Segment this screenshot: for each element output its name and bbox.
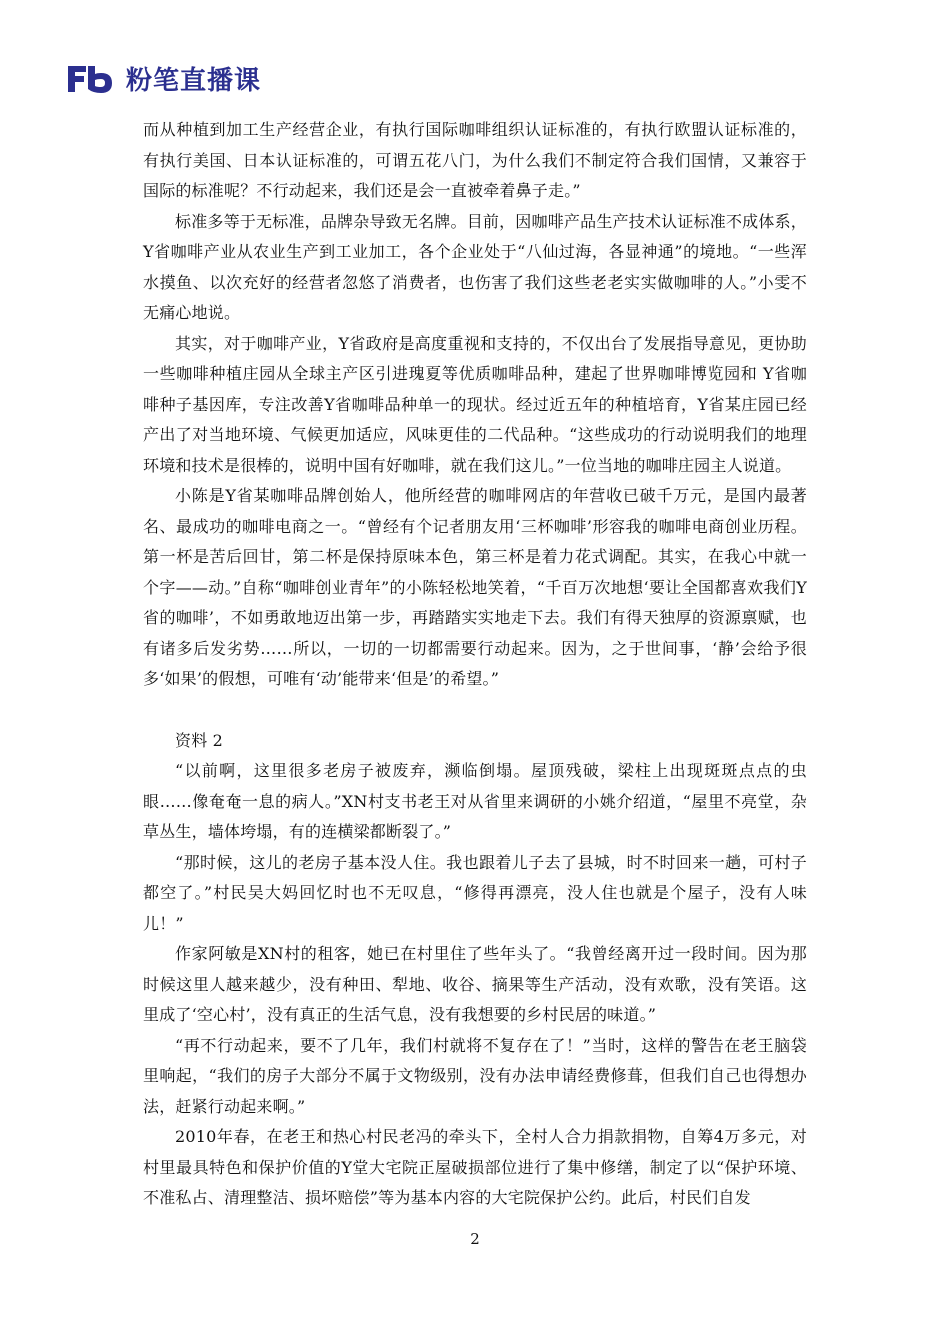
fenbi-logo-icon — [66, 64, 116, 94]
section-heading: 资料 2 — [175, 730, 224, 750]
paragraph: 作家阿敏是XN村的租客，她已在村里住了些年头了。“我曾经离开过一段时间。因为那时候这里人越来越少，没有种田、犁地、收谷、摘果等生产活动，没有欢歌，没有笑语。这里成了‘空心村’，没有真正的生活气息，没有我想要的乡村民居的味道。” — [143, 944, 807, 1024]
paragraph: 其实，对于咖啡产业，Y省政府是高度重视和支持的，不仅出台了发展指导意见，更协助一些咖啡种植庄园从全球主产区引进瑰夏等优质咖啡品种，建起了世界咖啡博览园和 Y省咖啡种子基因库，专注改善Y省咖啡品种单一的现状。经过近五年的种植培育，Y省某庄园已经产出了对当地环境、气候更加适应，风味更佳的二代品种。“这些成功的行动说明我们的地理环境和技术是很棒的，说明中国有好咖啡，就在我们这儿。”一位当地的咖啡庄园主人说道。 — [143, 333, 807, 475]
paragraph: “再不行动起来，要不了几年，我们村就将不复存在了！”当时，这样的警告在老王脑袋里响起，“我们的房子大部分不属于文物级别，没有办法申请经费修葺，但我们自己也得想办法，赶紧行动起来啊。” — [143, 1035, 807, 1116]
paragraph: 标准多等于无标准，品牌杂导致无名牌。目前，因咖啡产品生产技术认证标准不成体系，Y省咖啡产业从农业生产到工业加工，各个企业处于“八仙过海，各显神通”的境地。“一些浑水摸鱼、以次充好的经营者忽悠了消费者，也伤害了我们这些老老实实做咖啡的人。”小雯不无痛心地说。 — [143, 211, 807, 322]
page-number: 2 — [470, 1230, 480, 1248]
paragraph: “那时候，这儿的老房子基本没人住。我也跟着儿子去了县城，时不时回来一趟，可村子都空了。”村民吴大妈回忆时也不无叹息，“修得再漂亮，没人住也就是个屋子，没有人味儿！” — [143, 852, 807, 933]
document-body — [143, 115, 807, 1214]
paragraph: 2010年春，在老王和热心村民老冯的牵头下，全村人合力捐款捐物，自筹4万多元，对村里最具特色和保护价值的Y堂大宅院正屋破损部位进行了集中修缮，制定了以“保护环境、不准私占、清理整洁、损坏赔偿”等为基本内容的大宅院保护公约。此后，村民们自发 — [143, 1127, 807, 1207]
paragraph: 而从种植到加工生产经营企业，有执行国际咖啡组织认证标准的，有执行欧盟认证标准的，有执行美国、日本认证标准的，可谓五花八门，为什么我们不制定符合我们国情，又兼容于国际的标准呢？不行动起来，我们还是会一直被牵着鼻子走。” — [143, 120, 807, 200]
logo-text: 粉笔直播课 — [126, 66, 262, 96]
brand-logo — [66, 60, 261, 97]
paragraph: 小陈是Y省某咖啡品牌创始人，他所经营的咖啡网店的年营收已破千万元，是国内最著名、最成功的咖啡电商之一。“曾经有个记者朋友用‘三杯咖啡’形容我的咖啡电商创业历程。第一杯是苦后回甘，第二杯是保持原味本色，第三杯是着力花式调配。其实，在我心中就一个字——动。”自称“咖啡创业青年”的小陈轻松地笑着，“千百万次地想‘要让全国都喜欢我们Y省的咖啡’，不如勇敢地迈出第一步，再踏踏实实地走下去。我们有得天独厚的资源禀赋，也有诸多后发劣势……所以，一切的一切都需要行动起来。因为，之于世间事，‘静’会给予很多‘如果’的假想，可唯有‘动’能带来‘但是’的希望。” — [143, 486, 807, 688]
section-spacer — [143, 695, 807, 726]
paragraph: “以前啊，这里很多老房子被废弃，濒临倒塌。屋顶残破，梁柱上出现斑斑点点的虫眼……像奄奄一息的病人。”XN村支书老王对从省里来调研的小姚介绍道，“屋里不亮堂，杂草丛生，墙体垮塌，有的连横梁都断裂了。” — [143, 761, 807, 841]
